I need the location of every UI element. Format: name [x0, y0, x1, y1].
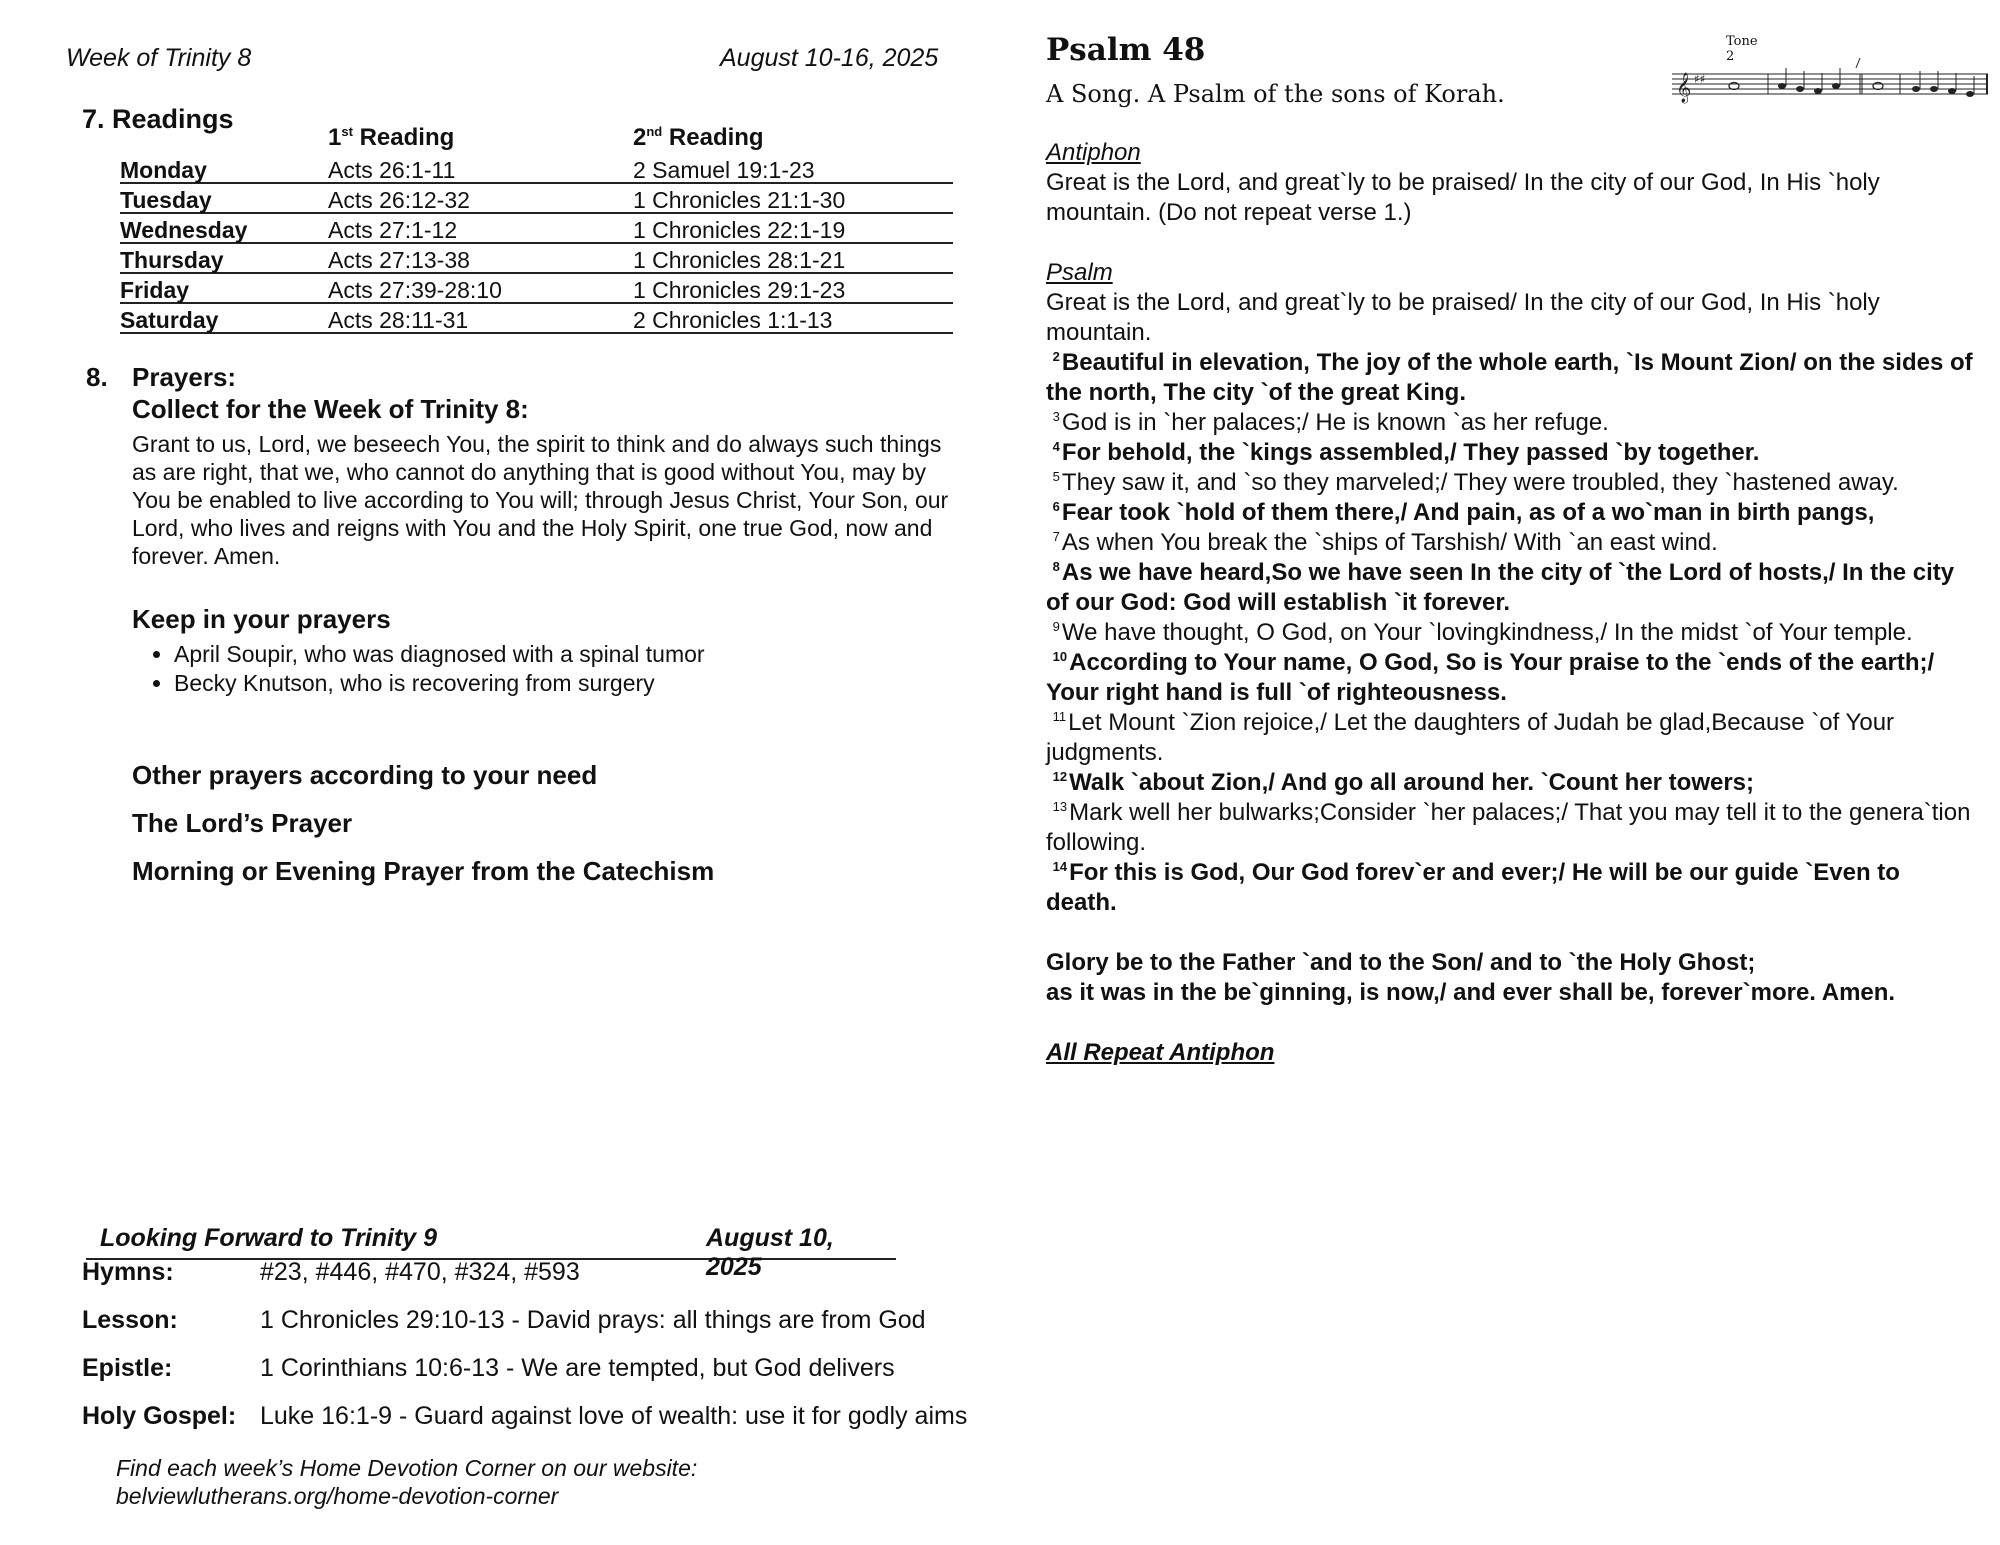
- verse-7: $^7$As when You break the `ships of Tarshish/ With `an east wind.: [1052, 529, 1718, 556]
- epistle-row: Epistle: 1 Corinthians 10:6-13 - We are tempted, but God delivers: [82, 1354, 895, 1382]
- verse-13: $^{13}$Mark well her bulwarks;Consider `her palaces;/ That you may tell it to the genera`tion following.: [1046, 799, 1971, 856]
- svg-text:♯♯: ♯♯: [1694, 72, 1706, 86]
- music-staff-icon: [1672, 52, 1992, 122]
- other-prayers: Other prayers according to your need: [132, 760, 598, 790]
- psalm-subtitle: A Song. A Psalm of the sons of Korah.: [1046, 80, 1505, 108]
- readings-header-row: [120, 124, 953, 154]
- verse-5: $^5$They saw it, and `so they marveled;/ They were troubled, they `hastened away.: [1052, 469, 1899, 496]
- verse-3: $^3$God is in `her palaces;/ He is known `as her refuge.: [1052, 409, 1609, 436]
- table-row: Tuesday Acts 26:12-32 1 Chronicles 21:1-30: [120, 183, 953, 213]
- date-header: August 10-16, 2025: [720, 44, 939, 72]
- forward-title: Looking Forward to Trinity 9: [100, 1224, 438, 1252]
- table-row: Saturday Acts 28:11-31 2 Chronicles 1:1-13: [120, 303, 953, 333]
- keep-title: Keep in your prayers: [132, 604, 391, 634]
- verse-2: $^2$Beautiful in elevation, The joy of the whole earth, `Is Mount Zion/ on the sides of the north, The city `of the great King.: [1046, 349, 1973, 406]
- second-reading-heading: 2nd Reading: [633, 124, 764, 151]
- gospel-row: Holy Gospel: Luke 16:1-9 - Guard against love of wealth: use it for godly aims: [82, 1402, 968, 1430]
- lords-prayer: The Lord’s Prayer: [132, 808, 353, 838]
- week-header: Week of Trinity 8: [66, 44, 252, 72]
- readings-title: 7. Readings: [82, 104, 234, 134]
- gloria-line-2: as it was in the be`ginning, is now,/ and ever shall be, forever`more. Amen.: [1046, 979, 1896, 1006]
- psalm-body: [1046, 138, 1976, 1068]
- list-item: • Becky Knutson, who is recovering from surgery: [174, 669, 932, 698]
- collect-text: Grant to us, Lord, we beseech You, the spirit to think and do always such things as are right, that we, who cannot do anything that is good without You, may by You be enabled to live according to You will; through Jesus Christ, Your Son, our Lord, who lives and reigns with You and the Holy Spirit, one true God, now and forever. Amen.: [132, 431, 949, 569]
- readings-table-wrap: [120, 124, 953, 334]
- verse-10: $^{10}$According to Your name, O God, So is Your praise to the `ends of the earth;/ Your right hand is full `of righteousness.: [1046, 649, 1935, 706]
- psalm-label: Psalm: [1046, 259, 1113, 286]
- verse-9: $^9$We have thought, O God, on Your `lovingkindness,/ In the midst `of Your temple.: [1052, 619, 1913, 646]
- all-repeat-antiphon: All Repeat Antiphon: [1046, 1039, 1275, 1066]
- prayers-number: 8.: [86, 362, 108, 392]
- svg-text:𝄞: 𝄞: [1676, 73, 1692, 103]
- table-row: Friday Acts 27:39-28:10 1 Chronicles 29:1-23: [120, 273, 953, 303]
- verse-4: $^4$For behold, the `kings assembled,/ They passed `by together.: [1052, 439, 1760, 466]
- verse-12: $^{12}$Walk `about Zion,/ And go all around her. `Count her towers;: [1052, 769, 1755, 796]
- antiphon-text: Great is the Lord, and great`ly to be praised/ In the city of our God, In His `holy mountain. (Do not repeat verse 1.): [1046, 169, 1880, 226]
- verse-1: Great is the Lord, and great`ly to be praised/ In the city of our God, In His `holy mountain.: [1046, 289, 1880, 346]
- tone-label: Tone 2: [1726, 34, 1758, 64]
- keep-list-wrap: [132, 640, 932, 698]
- verse-14: $^{14}$For this is God, Our God forev`er and ever;/ He will be our guide `Even to death.: [1046, 859, 1900, 916]
- table-row: Thursday Acts 27:13-38 1 Chronicles 28:1-21: [120, 243, 953, 273]
- website-note: Find each week’s Home Devotion Corner on our website: belviewlutherans.org/home-devotion-corner: [116, 1455, 698, 1509]
- verse-11: $^{11}$Let Mount `Zion rejoice,/ Let the daughters of Judah be glad,Because `of Your judgments.: [1046, 709, 1895, 766]
- antiphon-label: Antiphon: [1046, 139, 1141, 166]
- collect-title: Collect for the Week of Trinity 8:: [132, 394, 529, 424]
- psalm-title: Psalm 48: [1046, 32, 1206, 68]
- verse-8: $^8$As we have heard,So we have seen In the city of `the Lord of hosts,/ In the city of our God: God will establish `it forever.: [1046, 559, 1955, 616]
- website-link[interactable]: belviewlutherans.org/home-devotion-corner: [116, 1483, 559, 1509]
- lesson-row: Lesson: 1 Chronicles 29:10-13 - David prays: all things are from God: [82, 1306, 926, 1334]
- keep-list: [132, 640, 932, 698]
- table-row: Wednesday Acts 27:1-12 1 Chronicles 22:1-19: [120, 213, 953, 243]
- morning-evening-prayer: Morning or Evening Prayer from the Catechism: [132, 856, 715, 886]
- hymns-row: Hymns: #23, #446, #470, #324, #593: [82, 1258, 580, 1286]
- table-row: Monday Acts 26:1-11 2 Samuel 19:1-23: [120, 154, 953, 183]
- forward-date: August 10, 2025: [706, 1224, 834, 1281]
- gloria-line-1: Glory be to the Father `and to the Son/ and to `the Holy Ghost;: [1046, 949, 1756, 976]
- first-reading-heading: 1st Reading: [328, 124, 455, 151]
- verse-6: $^6$Fear took `hold of them there,/ And pain, as of a wo`man in birth pangs,: [1052, 499, 1875, 526]
- prayers-title: Prayers:: [132, 362, 237, 392]
- readings-table: [120, 124, 953, 334]
- list-item: • April Soupir, who was diagnosed with a spinal tumor: [174, 640, 932, 669]
